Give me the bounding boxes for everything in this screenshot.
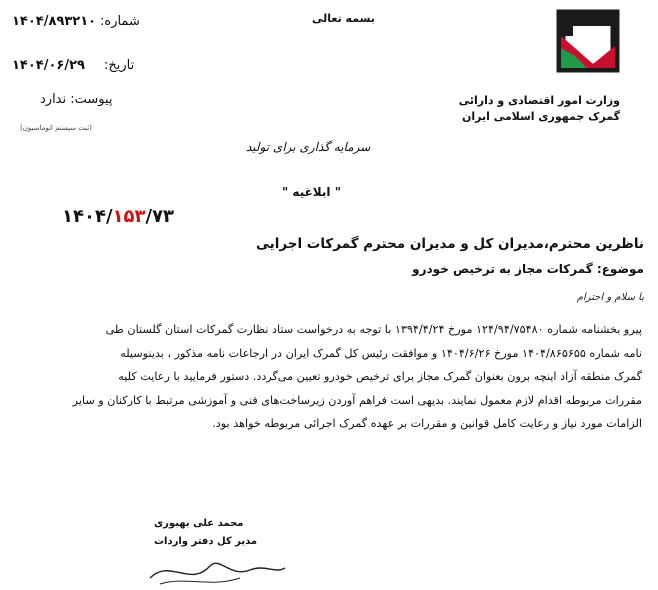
org-ministry: وزارت امور اقتصادی و دارائی bbox=[458, 94, 620, 107]
recipients-line: ناظرین محترم،مدیران کل و مدیران محترم گمرکات اجرایی bbox=[255, 236, 644, 252]
body-line: مقررات مربوطه اقدام لازم معمول نمایند. بدیهی است فراهم آوردن زیرساخت‌های فنی و آموزشی مرتبط با کارکنان و سایر bbox=[72, 393, 642, 407]
signatory-title: مدیر کل دفتر واردات bbox=[154, 536, 258, 547]
letter-date-row bbox=[0, 58, 150, 78]
letter-number-row bbox=[0, 14, 150, 34]
reference-highlight: ۱۵۳ bbox=[112, 206, 146, 227]
body-line: نامه شماره ۱۴۰۴/۸۶۵۶۵۵ مورخ ۱۴۰۴/۶/۲۶ و موافقت رئیس کل گمرک ایران در ارجاعات نامه مذکور ، بدینوسیله bbox=[120, 346, 642, 360]
subject-line: موضوع: گمرکات مجاز به ترخیص خودرو bbox=[412, 262, 644, 276]
letter-date-label: تاریخ: bbox=[104, 58, 135, 73]
attachment-label: پیوست: ندارد bbox=[40, 92, 113, 107]
org-customs: گمرک جمهوری اسلامی ایران bbox=[461, 110, 620, 123]
notice-title: " ابلاغیه " bbox=[282, 185, 341, 199]
letter-number-value: ۱۴۰۴/۸۹۳۲۱۰ bbox=[12, 14, 97, 29]
greeting: با سلام و احترام bbox=[576, 292, 644, 303]
body-line: پیرو بخشنامه شماره ۱۲۴/۹۴/۷۵۴۸۰ مورخ ۱۳۹۴/۴/۲۴ با توجه به درخواست ستاد نظارت گمرکات استان گلستان طی bbox=[105, 323, 642, 336]
automation-note: (ثبت سیستم اتوماسیون) bbox=[20, 124, 92, 132]
body-line: الزامات مورد نیاز و رعایت کامل قوانین و مقررات بر عهده گمرک اجرائی مربوطه خواهد بود. bbox=[212, 417, 642, 430]
annual-slogan: سرمایه گذاری برای تولید bbox=[246, 140, 371, 154]
letter-number-label: شماره: bbox=[100, 14, 140, 29]
signatory-name: محمد علی بهبوری bbox=[154, 518, 244, 529]
bismillah: بسمه تعالی bbox=[312, 12, 375, 25]
letter-date-value: ۱۴۰۴/۰۶/۲۹ bbox=[12, 58, 85, 73]
signature-icon bbox=[140, 548, 290, 590]
reference-suffix: /۷۳ bbox=[145, 206, 175, 227]
letter-body bbox=[14, 318, 642, 436]
customs-logo-icon bbox=[553, 6, 623, 76]
reference-number bbox=[62, 206, 174, 227]
body-line: گمرک منطقه آزاد اینچه برون بعنوان گمرک مجاز برای ترخیص خودرو تعیین می‌گردد. دستور فرمایید با رعایت کلیه bbox=[118, 370, 642, 383]
reference-prefix: ۱۴۰۴/ bbox=[62, 206, 113, 227]
